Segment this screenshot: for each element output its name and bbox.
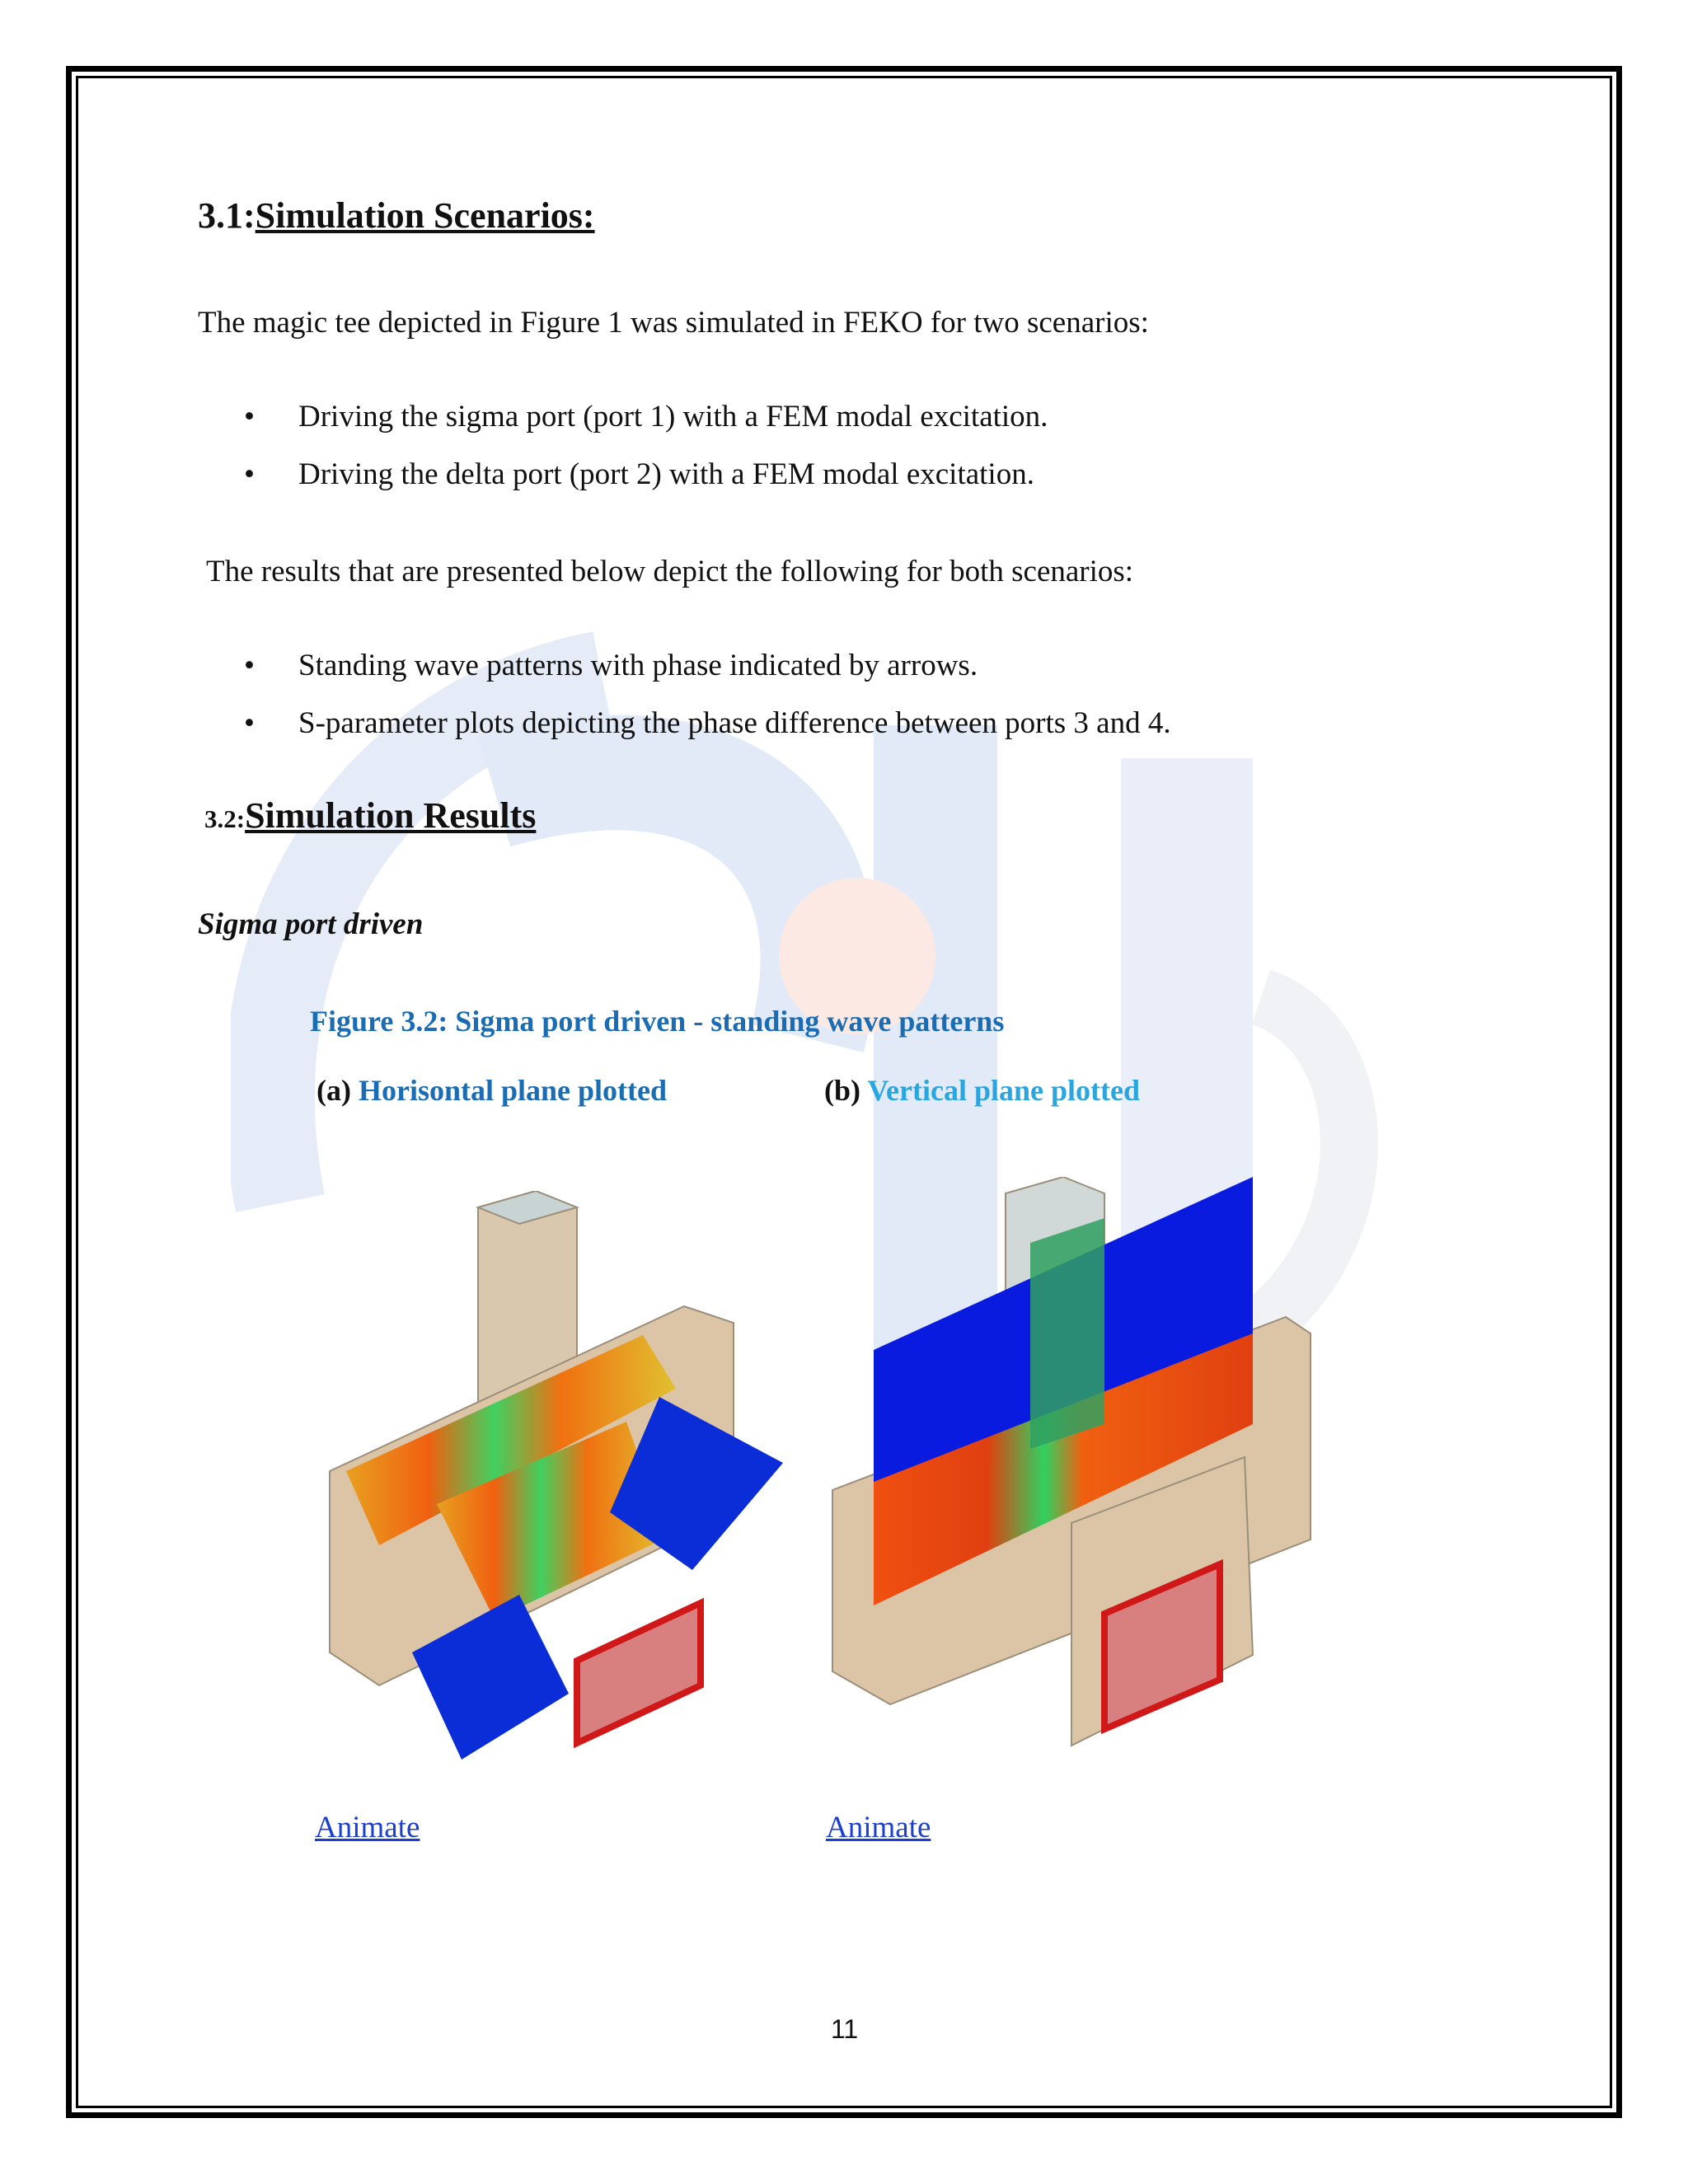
- panel-label: Vertical plane plotted: [867, 1074, 1141, 1107]
- bullet-marker: •: [244, 457, 255, 491]
- section-title: Simulation Results: [245, 795, 537, 836]
- bullet-marker: •: [244, 400, 255, 434]
- section-number: 3.1:: [198, 195, 256, 236]
- intro-paragraph: The magic tee depicted in Figure 1 was simulated in FEKO for two scenarios:: [198, 306, 1149, 340]
- page-number: 11: [831, 2014, 859, 2044]
- result-text: S-parameter plots depicting the phase difference between ports 3 and 4.: [298, 706, 1171, 740]
- bullet-marker: •: [244, 706, 255, 740]
- figure-vertical-plane: [824, 1177, 1376, 1754]
- figure-caption: Figure 3.2: Sigma port driven - standing wave patterns: [310, 1005, 1005, 1038]
- scenario-item: [244, 399, 1048, 434]
- animate-link-b[interactable]: Animate: [826, 1811, 931, 1844]
- result-text: Standing wave patterns with phase indicated by arrows.: [298, 649, 978, 682]
- scenario-text: Driving the delta port (port 2) with a FEM modal excitation.: [298, 457, 1034, 491]
- bullet-marker: •: [244, 649, 255, 682]
- subheading-sigma-port: Sigma port driven: [198, 907, 424, 941]
- result-item: [244, 705, 1171, 741]
- scenario-text: Driving the sigma port (port 1) with a FEM modal excitation.: [298, 400, 1048, 434]
- result-item: [244, 648, 978, 683]
- panel-a-caption: [316, 1073, 667, 1108]
- panel-letter: (b): [824, 1074, 860, 1107]
- scenario-item: [244, 457, 1034, 492]
- panel-b-caption: [824, 1073, 1140, 1108]
- animate-link-a[interactable]: Animate: [315, 1811, 420, 1844]
- results-intro-paragraph: The results that are presented below depict the following for both scenarios:: [206, 555, 1134, 588]
- panel-letter: (a): [316, 1074, 351, 1107]
- section-heading-3-2: [204, 794, 536, 837]
- panel-label: Horisontal plane plotted: [358, 1074, 668, 1107]
- section-number: 3.2:: [204, 804, 246, 833]
- section-heading-3-1: [198, 194, 595, 237]
- figure-horizontal-plane: [313, 1191, 816, 1784]
- section-title: Simulation Scenarios:: [255, 195, 595, 236]
